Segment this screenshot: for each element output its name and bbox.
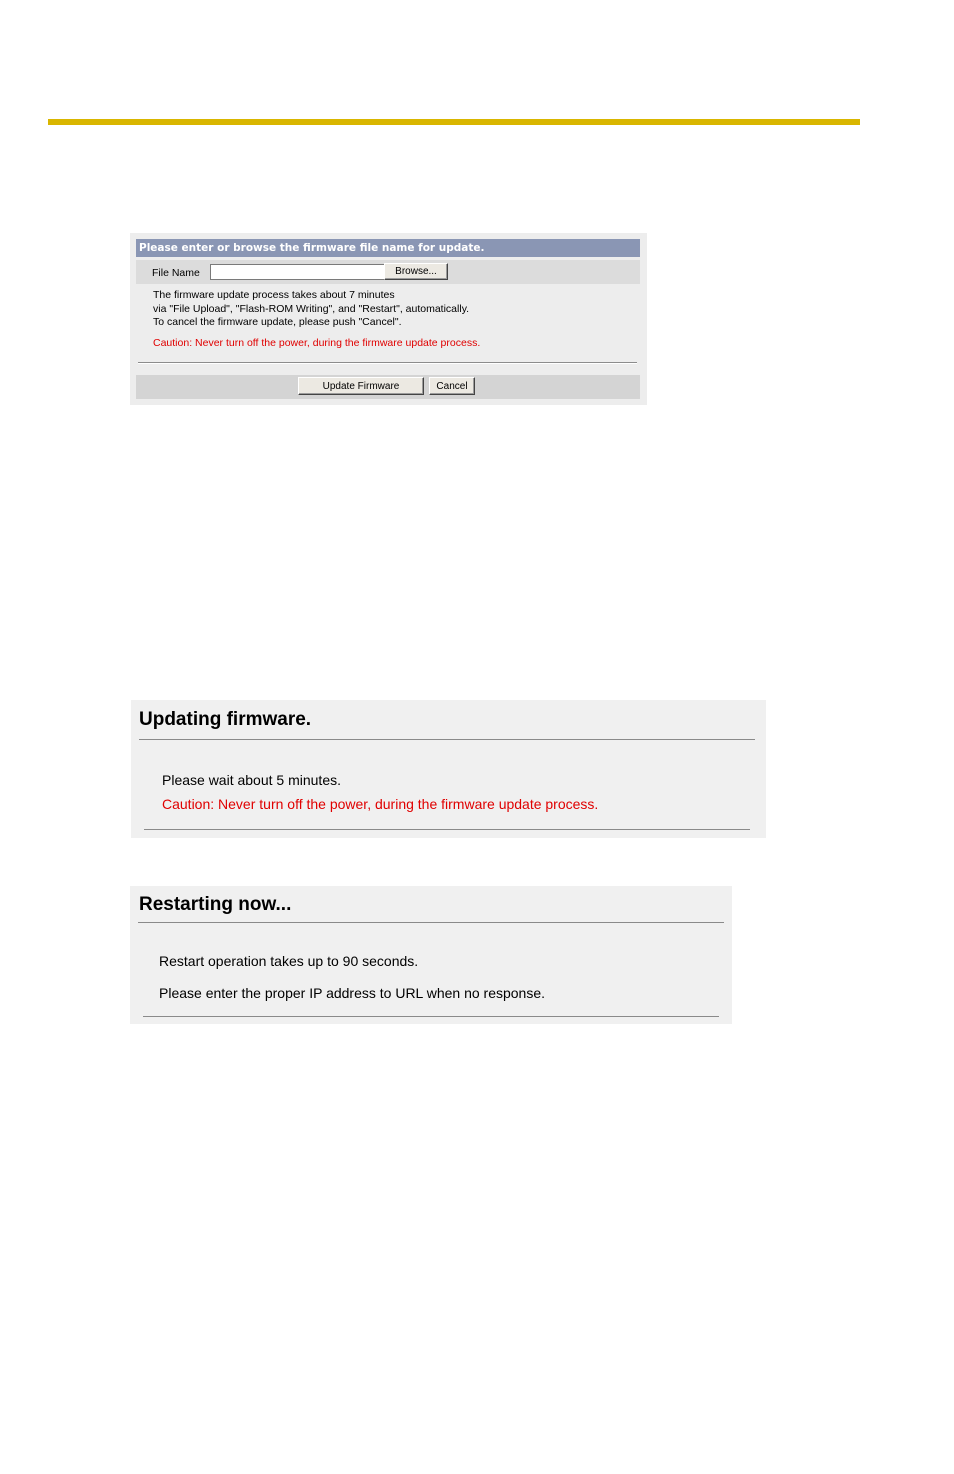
restart-message: Restart operation takes up to 90 seconds.: [159, 953, 419, 969]
cancel-button[interactable]: Cancel: [429, 377, 475, 395]
firmware-update-form: [130, 233, 647, 405]
divider: [143, 1016, 719, 1017]
info-line: The firmware update process takes about 7 minutes: [153, 289, 395, 301]
ip-address-message: Please enter the proper IP address to URL when no response.: [159, 985, 546, 1001]
wait-message: Please wait about 5 minutes.: [162, 772, 341, 788]
browse-button[interactable]: Browse...: [384, 263, 448, 280]
panel-title: Restarting now...: [139, 894, 292, 915]
divider: [139, 739, 755, 740]
divider: [144, 829, 750, 830]
file-name-label: File Name: [152, 267, 200, 279]
restarting-panel: [130, 886, 732, 1024]
caution-text: Caution: Never turn off the power, during the firmware update process.: [162, 796, 599, 812]
file-name-row: [136, 260, 640, 284]
divider: [138, 922, 724, 923]
caution-text: Caution: Never turn off the power, during the firmware update process.: [153, 337, 481, 349]
updating-firmware-panel: [131, 700, 766, 838]
form-footer: [136, 375, 640, 399]
info-line: To cancel the firmware update, please push "Cancel".: [153, 316, 402, 328]
panel-title: Updating firmware.: [139, 709, 312, 730]
form-header: Please enter or browse the firmware file name for update.: [136, 239, 640, 257]
file-name-input[interactable]: [210, 264, 388, 280]
info-line: via "File Upload", "Flash-ROM Writing", and "Restart", automatically.: [153, 302, 470, 315]
firmware-info-text: [153, 289, 469, 330]
update-firmware-button[interactable]: Update Firmware: [298, 377, 424, 395]
top-rule: [48, 119, 860, 125]
divider: [138, 362, 637, 364]
